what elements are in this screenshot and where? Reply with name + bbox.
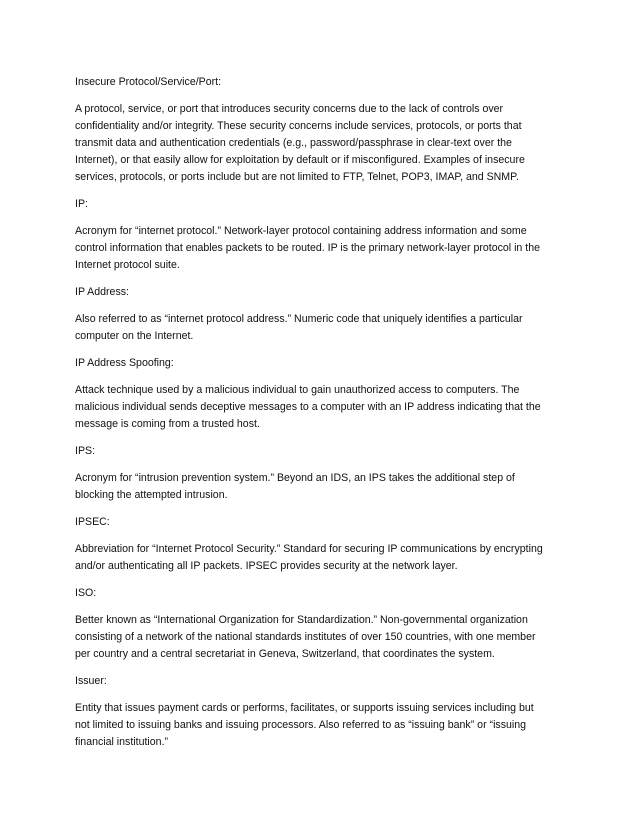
glossary-entry-ips xyxy=(75,443,545,504)
glossary-entry-ip-address xyxy=(75,284,545,345)
glossary-term: Insecure Protocol/Service/Port: xyxy=(75,76,222,88)
glossary-term: IPS: xyxy=(75,445,96,457)
glossary-entry-insecure-protocol xyxy=(75,74,545,186)
glossary-entry-iso xyxy=(75,585,545,663)
glossary-definition: Acronym for “internet protocol.” Network-layer protocol containing address information and some control information that enables packets to be routed. IP is the primary network-layer protocol in the Internet protocol suite. xyxy=(75,225,540,271)
glossary-definition: A protocol, service, or port that introduces security concerns due to the lack of controls over confidentiality and/or integrity. These security concerns include services, protocols, or ports that transmit data and authentication credentials (e.g., password/passphrase in clear-text over the Internet), or that easily allow for exploitation by default or if misconfigured. Examples of insecure services, protocols, or ports include but are not limited to FTP, Telnet, POP3, IMAP, and SNMP. xyxy=(75,103,525,183)
glossary-term: IP: xyxy=(75,198,88,210)
glossary-entry-issuer xyxy=(75,673,545,751)
glossary-term: IP Address Spoofing: xyxy=(75,357,174,369)
glossary-entry-ipsec xyxy=(75,514,545,575)
glossary-entry-ip-address-spoofing xyxy=(75,355,545,433)
glossary-definition: Acronym for “intrusion prevention system.” Beyond an IDS, an IPS takes the additional step of blocking the attempted intrusion. xyxy=(75,472,515,501)
glossary-definition: Abbreviation for “Internet Protocol Security.” Standard for securing IP communications by encrypting and/or authenticating all IP packets. IPSEC provides security at the network layer. xyxy=(75,543,543,572)
glossary-term: ISO: xyxy=(75,587,97,599)
glossary xyxy=(75,74,545,761)
glossary-term: IPSEC: xyxy=(75,516,110,528)
glossary-term: Issuer: xyxy=(75,675,107,687)
glossary-definition: Entity that issues payment cards or performs, facilitates, or supports issuing services including but not limited to issuing banks and issuing processors. Also referred to as “issuing bank” or “issuing financial institution.” xyxy=(75,702,534,748)
glossary-definition: Attack technique used by a malicious individual to gain unauthorized access to computers. The malicious individual sends deceptive messages to a computer with an IP address indicating that the message is coming from a trusted host. xyxy=(75,384,541,430)
glossary-definition: Better known as “International Organization for Standardization.” Non-governmental organization consisting of a network of the national standards institutes of over 150 countries, with one member per country and a central secretariat in Geneva, Switzerland, that coordinates the system. xyxy=(75,614,536,660)
glossary-term: IP Address: xyxy=(75,286,129,298)
glossary-definition: Also referred to as “internet protocol address.” Numeric code that uniquely identifies a particular computer on the Internet. xyxy=(75,313,523,342)
glossary-entry-ip xyxy=(75,196,545,274)
